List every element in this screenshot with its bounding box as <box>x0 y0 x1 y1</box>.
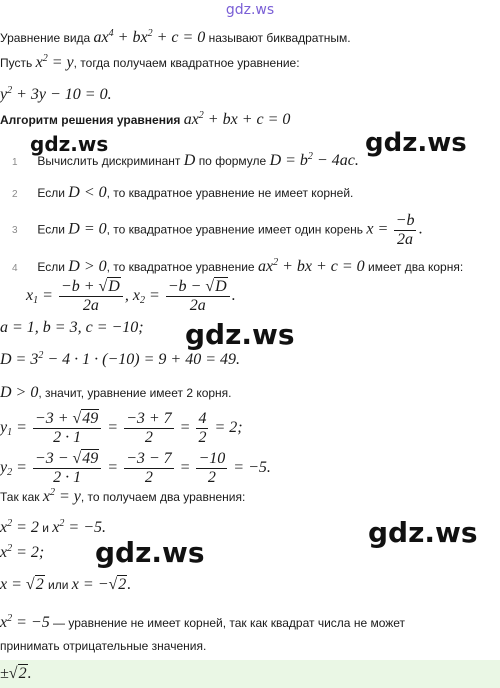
answer-box <box>0 660 500 688</box>
step-text: Если <box>37 260 65 274</box>
formula-quadratic-y: $y^2 + 3y - 10 = 0$. <box>0 85 112 103</box>
fraction-one-root: $\frac{-b}{2a}$ <box>395 212 415 248</box>
formula-discriminant: $D = b^2 - 4ac$. <box>269 151 359 169</box>
no-roots-line-2: принимать отрицательные значения. <box>0 639 207 653</box>
step-number: 2 <box>12 189 18 200</box>
root-y1: $y_1$ = $\frac{-3 + √49}{2 \cdot 1}$ = $\frac{-3 + 7}{2}$ = $\frac{4}{2}$ = 2; <box>0 410 243 446</box>
discriminant-calculation: $D = 3^2 - 4 \cdot 1 \cdot (-10) = 9 + 40 = 49$. <box>0 350 240 368</box>
line-substitution <box>0 55 300 71</box>
roots-line: x = √2 или x = −√2. <box>0 576 132 593</box>
formula-quadratic-general: $ax^2$ + bx + c = 0 <box>183 110 291 128</box>
watermark-2: gdz.ws <box>365 128 467 158</box>
step-text: Вычислить дискриминант <box>37 154 181 168</box>
answer: ±√2. <box>0 665 32 682</box>
algorithm-step-2: 2 Если D < 0, то квадратное уравнение не имеет корней. <box>12 184 354 201</box>
step-text: , то квадратное уравнение не имеет корней. <box>106 186 354 200</box>
watermark-1: gdz.ws <box>30 132 109 156</box>
algorithm-title-line <box>0 112 290 128</box>
substitution-text: Пусть <box>0 56 33 70</box>
watermark-3: gdz.ws <box>185 318 295 351</box>
watermark-5: gdz.ws <box>95 536 205 569</box>
step-number: 4 <box>12 263 18 274</box>
step-text: Если <box>37 186 65 200</box>
formula-substitution: $x^2 = y$ <box>35 53 74 71</box>
no-roots-line: $x^2 = -5$ — уравнение не имеет корней, так как квадрат числа не может <box>0 613 406 631</box>
formula-biquadratic: $ax^4 + bx^2 + c = 0$ <box>93 28 206 46</box>
line-two-equations: Так как $x^2 = y$, то получаем два уравнения: <box>0 487 246 505</box>
line-definition <box>0 30 351 46</box>
coefficients: a = 1, b = 3, c = −10; <box>0 319 144 336</box>
step-number: 3 <box>12 225 18 237</box>
algorithm-step-1: 1 Вычислить дискриминант D по формуле $D = b^2 - 4ac$. <box>12 151 359 169</box>
two-equations-text-end: , то получаем два уравнения: <box>80 490 246 504</box>
step-number: 1 <box>12 157 18 168</box>
two-equations-text: Так как <box>0 490 40 504</box>
watermark-top: gdz.ws <box>225 2 275 18</box>
step-text: , то квадратное уравнение имеет один корень <box>106 222 364 237</box>
two-roots-text: , значит, уравнение имеет 2 корня. <box>38 386 232 400</box>
step-text: Если <box>37 222 65 237</box>
step-text: по формуле <box>198 154 267 168</box>
step-text: , то квадратное уравнение <box>106 260 255 274</box>
root-y2: $y_2$ = $\frac{-3 - √49}{2 \cdot 1}$ = $\frac{-3 - 7}{2}$ = $\frac{-10}{2}$ = −5. <box>0 450 271 486</box>
no-roots-text: — уравнение не имеет корней, так как квадрат числа не может <box>53 616 406 630</box>
equation-x2-eq-2: $x^2 = 2$; <box>0 543 45 561</box>
conjunction-or: или <box>48 578 69 592</box>
substitution-text-end: , тогда получаем квадратное уравнение: <box>73 56 300 70</box>
watermark-4: gdz.ws <box>368 516 478 549</box>
algorithm-step-3: 3 Если D = 0, то квадратное уравнение имеет один корень x = $\frac{-b}{2a}$ . <box>12 212 423 248</box>
algorithm-step-4: 4 Если D > 0, то квадратное уравнение $ax^2$ + bx + c = 0 имеет два корня: <box>12 257 464 275</box>
line-equations: $x^2 = 2$ и $x^2 = -5$. <box>0 518 106 536</box>
formula-two-roots: $x_1$ = $\frac{-b + √D}{2a}$ , $x_2$ = $\frac{-b - √D}{2a}$ . <box>26 278 236 314</box>
line-two-roots: D > 0, значит, уравнение имеет 2 корня. <box>0 384 232 401</box>
conjunction-and: и <box>42 521 49 535</box>
algorithm-title: Алгоритм решения уравнения <box>0 113 181 127</box>
step-text: имеет два корня: <box>368 260 464 274</box>
definition-text: Уравнение вида <box>0 31 91 45</box>
definition-text-end: называют биквадратным. <box>208 31 351 45</box>
